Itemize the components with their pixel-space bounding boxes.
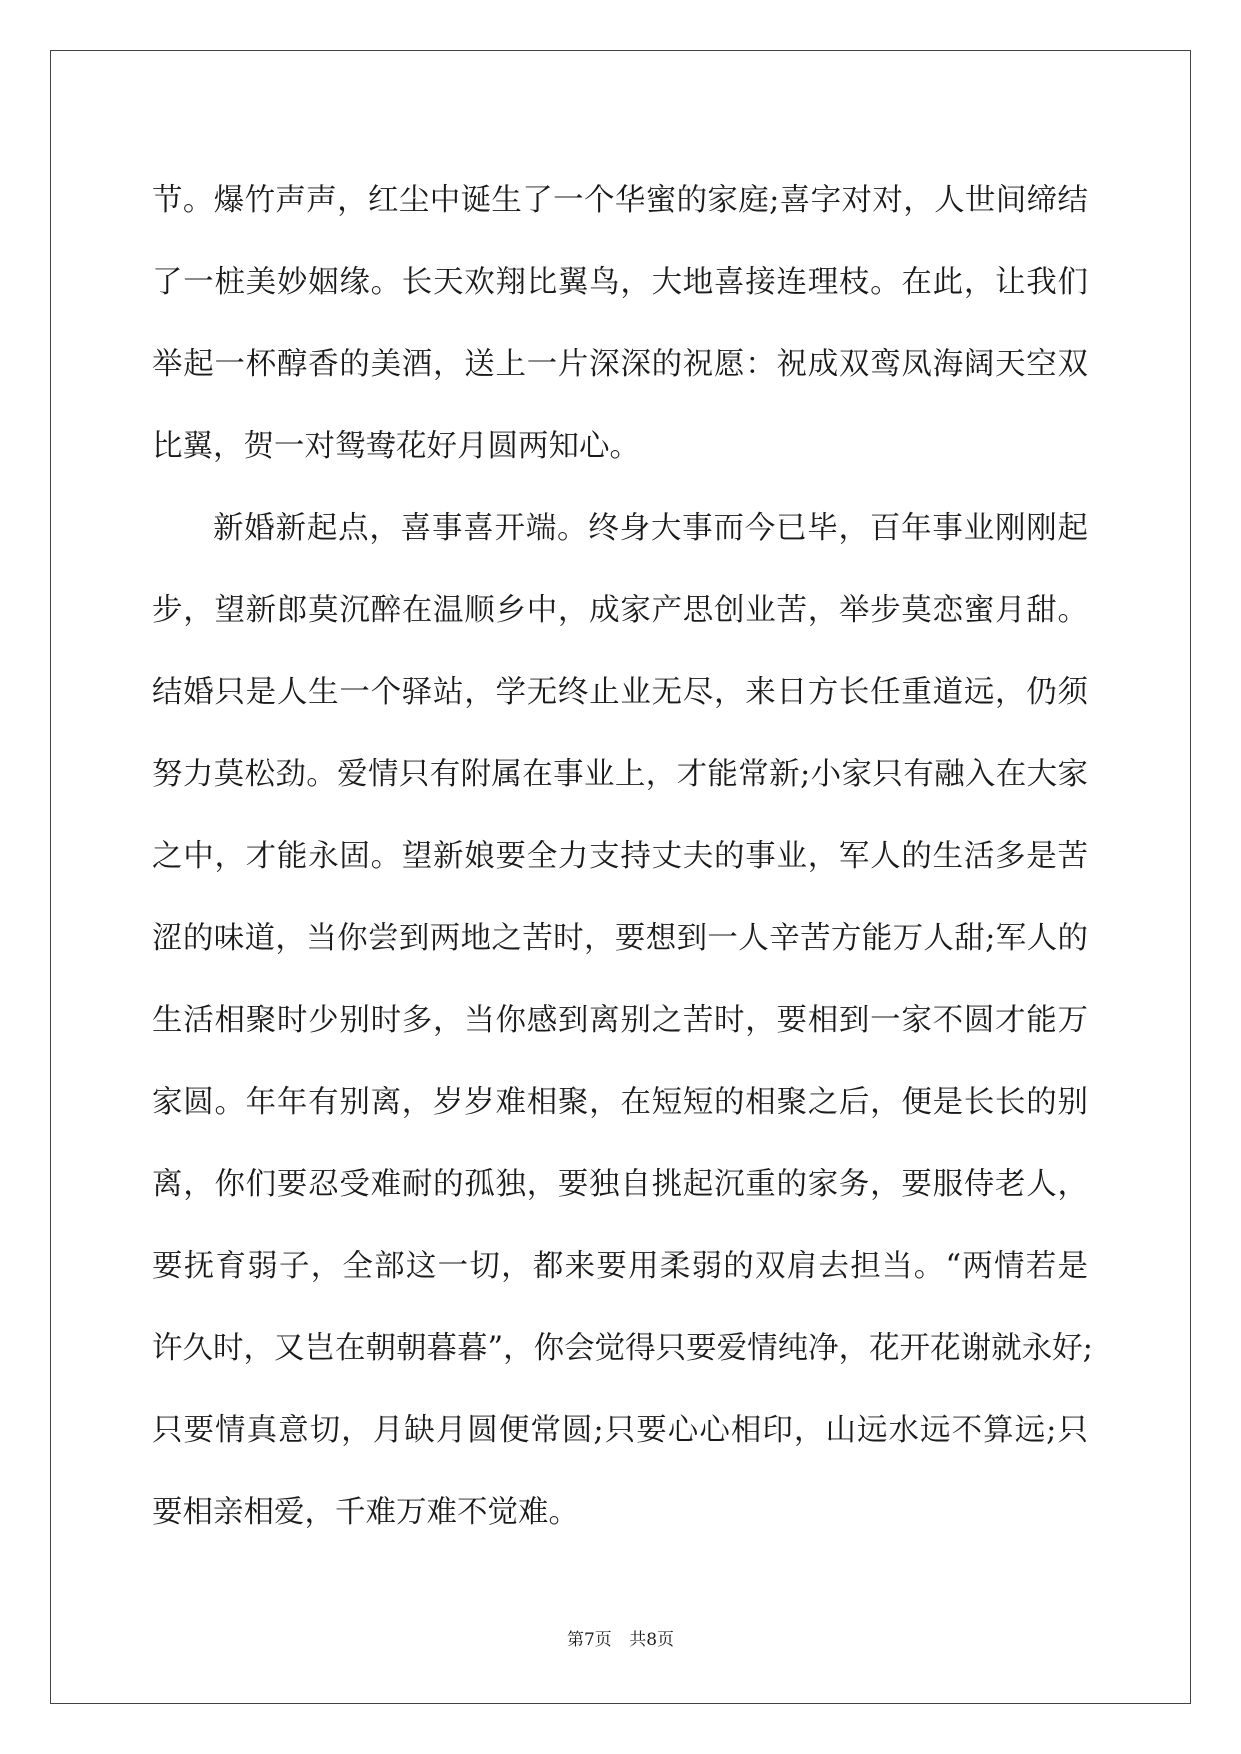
- text-line: [152, 242, 1088, 324]
- text-line-content: 涩的味道，当你尝到两地之苦时，要想到一人辛苦方能万人甜;军人的: [152, 921, 1088, 956]
- text-line: [152, 406, 1088, 488]
- text-line: [152, 980, 1088, 1062]
- text-line-content: 要相亲相爱，千难万难不觉难。: [152, 1495, 579, 1530]
- text-line-content: 结婚只是人生一个驿站，学无终止业无尽，来日方长任重道远，仍须: [152, 675, 1088, 710]
- page-footer: [0, 1625, 1241, 1650]
- text-line: [152, 1390, 1088, 1472]
- text-line: [152, 570, 1088, 652]
- text-line-content: 比翼，贺一对鸳鸯花好月圆两知心。: [152, 429, 640, 464]
- text-line-content: 节。爆竹声声，红尘中诞生了一个华蜜的家庭;喜字对对，人世间缔结: [152, 183, 1088, 218]
- text-line-content: 之中，才能永固。望新娘要全力支持丈夫的事业，军人的生活多是苦: [152, 839, 1088, 874]
- text-line-content: 步，望新郎莫沉醉在温顺乡中，成家产思创业苦，举步莫恋蜜月甜。: [152, 593, 1088, 628]
- text-line: [152, 898, 1088, 980]
- text-line-content: 生活相聚时少别时多，当你感到离别之苦时，要相到一家不圆才能万: [152, 1003, 1088, 1038]
- text-line: [152, 324, 1088, 406]
- text-line-content: 要抚育弱子，全部这一切，都来要用柔弱的双肩去担当。“两情若是: [152, 1249, 1088, 1284]
- document-body: [152, 160, 1093, 1554]
- text-line: [152, 488, 1088, 570]
- text-line-content: 了一桩美妙姻缘。长天欢翔比翼鸟，大地喜接连理枝。在此，让我们: [152, 265, 1088, 300]
- text-line-content: 许久时，又岂在朝朝暮暮”，你会觉得只要爱情纯净，花开花谢就永好;: [152, 1331, 1093, 1366]
- page-total: 共8页: [629, 1630, 675, 1650]
- text-line: [152, 1062, 1088, 1144]
- text-line: [152, 1308, 1093, 1390]
- text-line-content: 努力莫松劲。爱情只有附属在事业上，才能常新;小家只有融入在大家: [152, 757, 1088, 792]
- text-line-content: 只要情真意切，月缺月圆便常圆;只要心心相印，山远水远不算远;只: [152, 1413, 1088, 1448]
- text-line-content: 家圆。年年有别离，岁岁难相聚，在短短的相聚之后，便是长长的别: [152, 1085, 1088, 1120]
- text-line: [152, 816, 1088, 898]
- text-line-content: 离，你们要忍受难耐的孤独，要独自挑起沉重的家务，要服侍老人，: [152, 1167, 1088, 1202]
- text-line: [152, 1472, 1088, 1554]
- text-line-content: 新婚新起点，喜事喜开端。终身大事而今已毕，百年事业刚刚起: [213, 511, 1088, 546]
- text-line: [152, 1226, 1088, 1308]
- text-line: [152, 652, 1088, 734]
- text-line: [152, 160, 1088, 242]
- page-number: 第7页: [566, 1630, 612, 1650]
- text-line: [152, 1144, 1088, 1226]
- text-line-content: 举起一杯醇香的美酒，送上一片深深的祝愿：祝成双鸾凤海阔天空双: [152, 347, 1088, 382]
- text-line: [152, 734, 1088, 816]
